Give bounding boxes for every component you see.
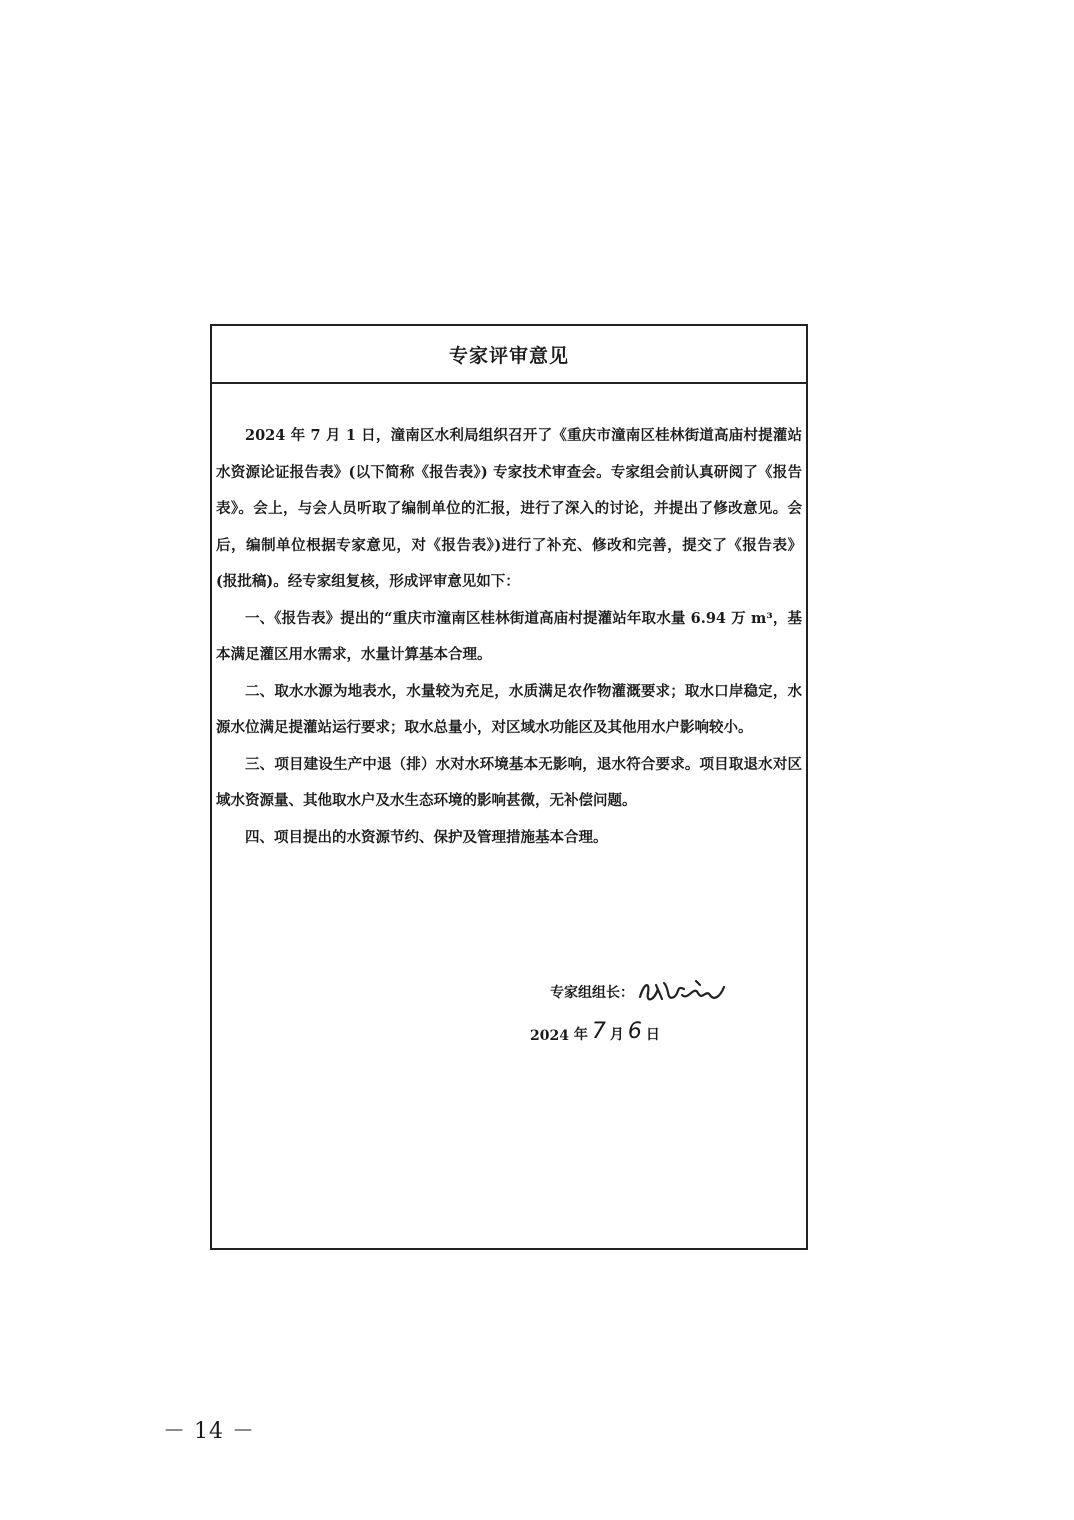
date-year-unit: 年 [573,1027,588,1043]
date-month: 7 [591,1019,606,1044]
review-paragraph-2: 二、取水水源为地表水，水量较为充足，水质满足农作物灌溉要求；取水口岸稳定，水源水位满足提灌站运行要求；取水总量小，对区域水功能区及其他用水户影响较小。 [216,682,802,736]
handwritten-signature [636,975,728,1009]
review-paragraph-4: 四、项目提出的水资源节约、保护及管理措施基本合理。 [245,828,608,846]
date-day-unit: 日 [645,1027,660,1043]
review-paragraph-1: 一、《报告表》提出的“重庆市潼南区桂林街道高庙村提灌站年取水量 6.94 万 m³，基本满足灌区用水需求，水量计算基本合理。 [216,609,802,663]
date-month-unit: 月 [609,1027,624,1043]
signature-label: 专家组组长： [550,985,634,1001]
date-day: 6 [627,1019,642,1044]
signature-block [530,974,728,1044]
review-paragraph-3: 三、项目建设生产中退（排）水对水环境基本无影响，退水符合要求。项目取退水对区域水资源量、其他取水户及水生态环境的影响甚微，无补偿问题。 [216,755,802,809]
signature-date [530,1010,728,1044]
date-year: 2024 [530,1028,569,1044]
review-body [212,384,806,856]
expert-review-form [210,324,808,1250]
review-paragraph-intro: 2024 年 7 月 1 日，潼南区水利局组织召开了《重庆市潼南区桂林街道高庙村提灌站水资源论证报告表》(以下简称《报告表》) 专家技术审查会。专家组会前认真研阅了《报告表》。会上，与会人员听取了编制单位的汇报，进行了深入的讨论，并提出了修改意见。会后，编制单位根据专家意见，对《报告表》)进行了补充、修改和完善，提交了《报告表》(报批稿)。经专家组复核，形成评审意见如下： [216,427,802,590]
form-title: 专家评审意见 [212,326,806,384]
page-number: － 14 － [163,1419,255,1444]
